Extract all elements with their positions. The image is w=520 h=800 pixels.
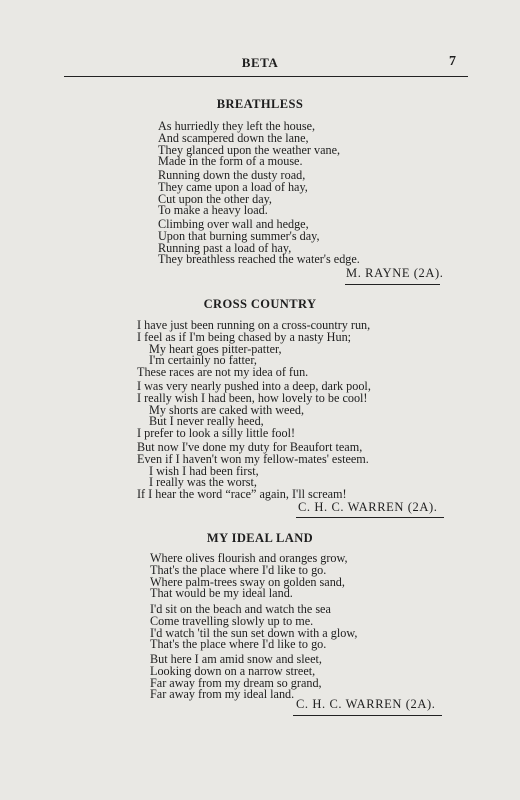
poem-1-stanza-3 [158, 219, 360, 266]
poem-line: Upon that burning summer's day, [158, 228, 320, 243]
poem-line: Far away from my dream so grand, [150, 675, 322, 690]
poem-line: That would be my ideal land. [150, 586, 293, 601]
poem-line: I was very nearly pushed into a deep, dark pool, [137, 379, 371, 393]
poem-line: But now I've done my duty for Beaufort team, [137, 440, 363, 454]
poem-line: My shorts are caked with weed, [149, 402, 305, 417]
header-rule [64, 76, 468, 77]
poem-line: To make a heavy load. [158, 203, 268, 218]
poem-2-stanza-1 [137, 320, 370, 379]
poem-line: They glanced upon the weather vane, [158, 142, 341, 157]
author-rule [296, 517, 444, 518]
poem-3-author: C. H. C. WARREN (2A). [296, 697, 436, 711]
poem-line: That's the place where I'd like to go. [150, 637, 327, 652]
poem-line: These races are not my idea of fun. [137, 365, 309, 380]
poem-line: I'm certainly no fatter, [149, 353, 257, 368]
poem-line: But I never really heed, [149, 414, 264, 429]
poem-line: That's the place where I'd like to go. [150, 562, 327, 577]
poem-title-breathless: BREATHLESS [216, 97, 304, 111]
poem-line: But here I am amid snow and sleet, [150, 652, 322, 666]
poem-line: Come travelling slowly up to me. [150, 613, 314, 628]
poem-line: My heart goes pitter-patter, [149, 341, 282, 356]
author-rule [345, 284, 440, 285]
poem-line: And scampered down the lane, [158, 130, 309, 145]
poem-line: Even if I haven't won my fellow-mates' esteem. [137, 451, 369, 466]
poem-line: I'd watch 'til the sun set down with a glow, [150, 625, 358, 640]
poem-3-stanza-1 [150, 553, 348, 600]
poem-line: They came upon a load of hay, [158, 179, 308, 194]
poem-line: If I hear the word “race” again, I'll scream! [137, 487, 347, 502]
poem-line: I have just been running on a cross-country run, [137, 318, 371, 332]
poem-2-stanza-3 [137, 442, 369, 501]
poem-line: I'd sit on the beach and watch the sea [150, 602, 331, 616]
poem-1-stanza-2 [158, 170, 308, 217]
poem-line: Climbing over wall and hedge, [158, 217, 309, 231]
page-number: 7 [449, 54, 456, 69]
poem-line: They breathless reached the water's edge. [158, 252, 360, 267]
running-header-title: BETA [241, 55, 279, 70]
poem-line: Made in the form of a mouse. [158, 154, 303, 169]
poem-line: Running past a load of hay, [158, 240, 292, 255]
poem-line: Where olives flourish and oranges grow, [150, 551, 348, 565]
poem-line: Far away from my ideal land. [150, 687, 295, 702]
poem-line: I really was the worst, [149, 475, 257, 490]
poem-line: I prefer to look a silly little fool! [137, 426, 296, 441]
poem-line: Cut upon the other day, [158, 191, 272, 206]
poem-line: Running down the dusty road, [158, 168, 306, 182]
poem-3-stanza-2 [150, 604, 357, 651]
poem-line: Where palm-trees sway on golden sand, [150, 574, 345, 589]
poem-1-author: M. RAYNE (2A). [346, 266, 444, 280]
poem-title-my-ideal-land: MY IDEAL LAND [206, 531, 314, 545]
author-rule [293, 715, 442, 716]
poem-title-cross-country: CROSS COUNTRY [203, 297, 317, 311]
poem-2-stanza-2 [137, 381, 371, 440]
poem-2-author: C. H. C. WARREN (2A). [298, 500, 438, 514]
poem-line: Looking down on a narrow street, [150, 663, 316, 678]
poem-line: I wish I had been first, [149, 463, 259, 478]
poem-line: As hurriedly they left the house, [158, 119, 316, 133]
poem-line: I feel as if I'm being chased by a nasty Hun; [137, 329, 352, 344]
poem-1-stanza-1 [158, 121, 340, 168]
poem-line: I really wish I had been, how lovely to be cool! [137, 390, 368, 405]
poem-3-stanza-3 [150, 654, 322, 701]
